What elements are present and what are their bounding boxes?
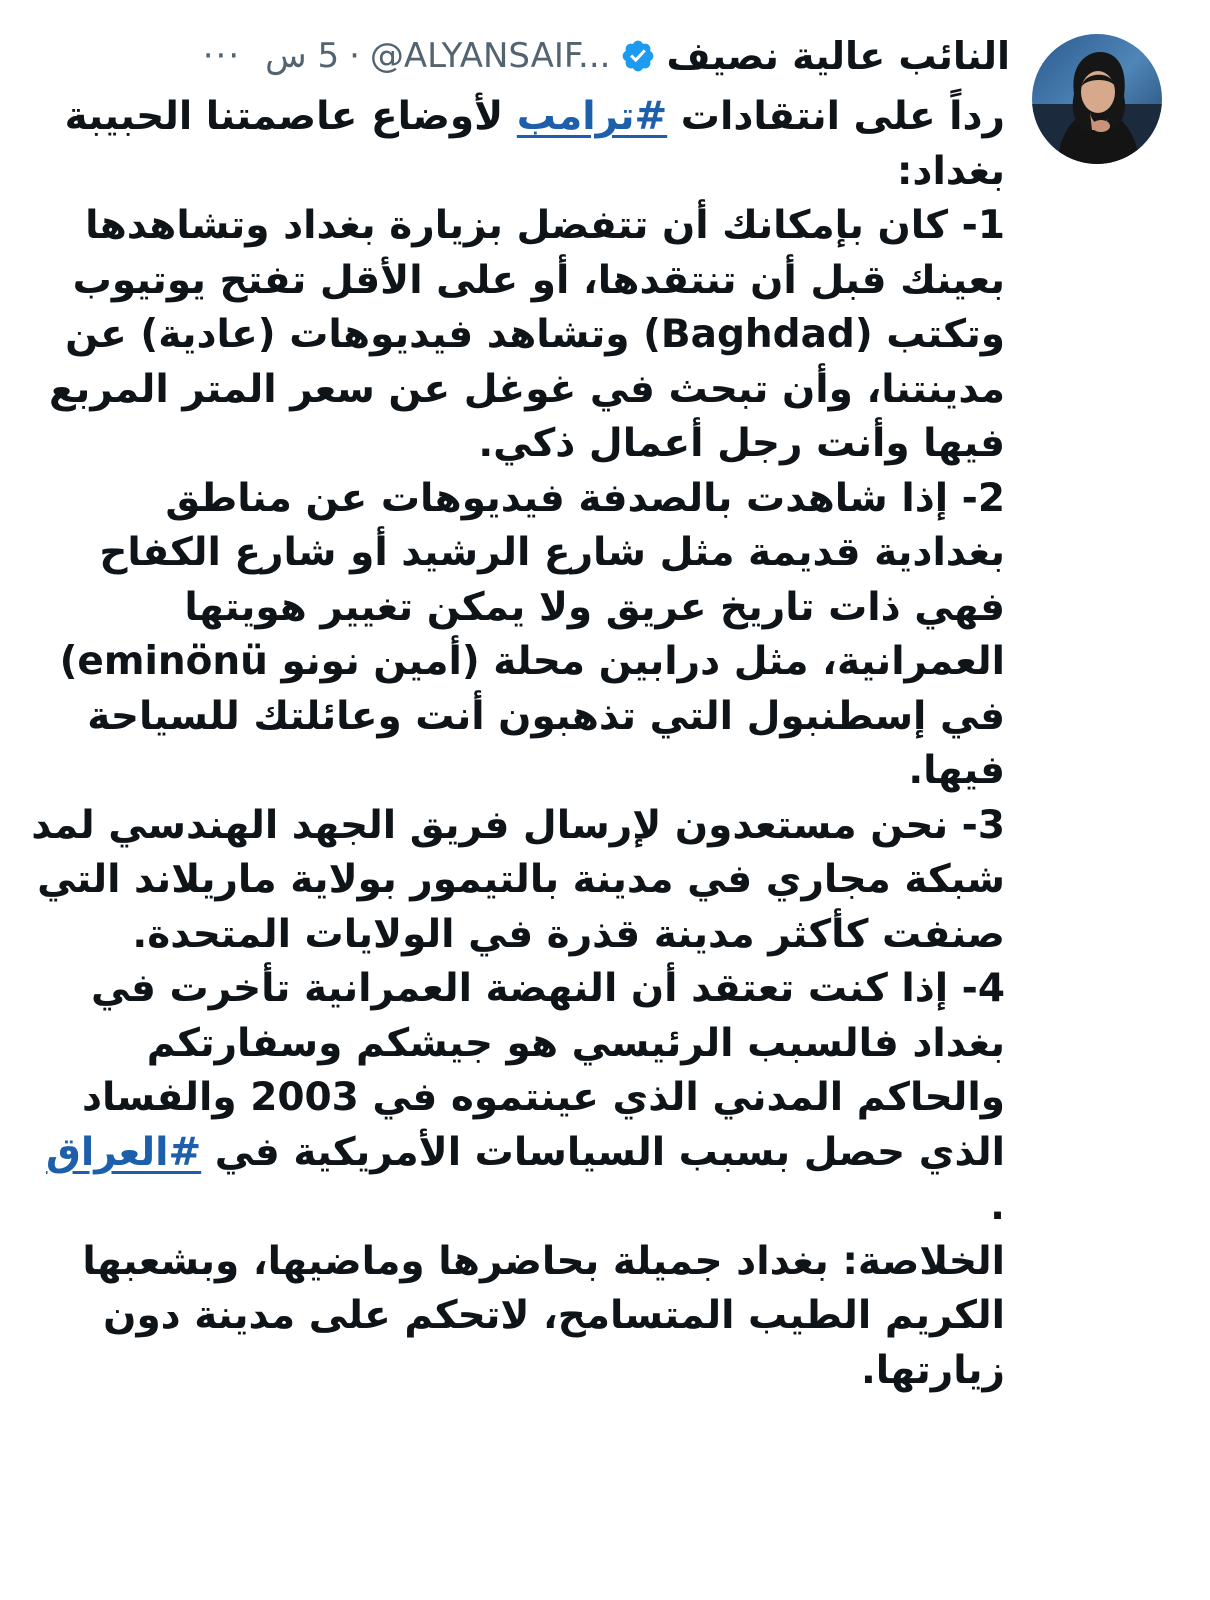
conclusion: الخلاصة: بغداد جميلة بحاضرها وماضيها، وبشعبها الكريم الطيب المتسامح، لاتحكم على مدينة دون زيارتها. bbox=[82, 1238, 1005, 1393]
point-4 bbox=[30, 962, 1005, 1235]
tweet-intro bbox=[30, 90, 1005, 199]
timestamp[interactable]: 5 س bbox=[265, 36, 340, 76]
point-4-end: . bbox=[990, 1184, 1005, 1229]
point-4-text: 4- إذا كنت تعتقد أن النهضة العمرانية تأخرت في بغداد فالسبب الرئيسي هو جيشكم وسفارتكم والحاكم المدني الذي عينتموه في 2003 والفساد الذي حصل بسبب السياسات الأمريكية في bbox=[81, 966, 1005, 1175]
tweet-text bbox=[30, 90, 1005, 1398]
display-name[interactable]: النائب عالية نصيف bbox=[666, 34, 1010, 78]
more-options-icon[interactable]: ··· bbox=[202, 36, 242, 76]
hashtag-iraq-link[interactable]: #العراق bbox=[46, 1129, 202, 1175]
verified-badge-icon bbox=[620, 38, 656, 74]
intro-text-continued: لأوضاع عاصمتنا الحبيبة بغداد: bbox=[64, 94, 1005, 194]
point-2: 2- إذا شاهدت بالصدفة فيديوهات عن مناطق بغدادية قديمة مثل شارع الرشيد أو شارع الكفاح فهي ذات تاريخ عريق ولا يمكن تغيير هويتها العمرانية، مثل درابين محلة (أمين نونو eminönü) في إسطنبول التي تذهبون أنت وعائلتك للسياحة فيها. bbox=[59, 475, 1005, 793]
avatar[interactable] bbox=[1032, 34, 1162, 164]
separator-dot: · bbox=[349, 36, 360, 76]
hashtag-trump-link[interactable]: #ترامب bbox=[516, 94, 668, 139]
intro-text: رداً على انتقادات bbox=[667, 94, 1005, 139]
user-handle[interactable]: @ALYANSAIF... bbox=[369, 36, 611, 76]
point-1: 1- كان بإمكانك أن تتفضل بزيارة بغداد وتشاهدها بعينك قبل أن تنتقدها، أو على الأقل تفتح يوتيوب وتكتب (Baghdad) وتشاهد فيديوهات (عادية) عن مدينتنا، وأن تبحث في غوغل عن سعر المتر المربع فيها وأنت رجل أعمال ذكي. bbox=[49, 203, 1005, 466]
profile-photo bbox=[1032, 34, 1162, 164]
tweet-header bbox=[20, 26, 1010, 86]
point-3: 3- نحن مستعدون لإرسال فريق الجهد الهندسي لمد شبكة مجاري في مدينة بالتيمور بولاية ماريلاند التي صنفت كأكثر مدينة قذرة في الولايات المتحدة. bbox=[31, 802, 1005, 957]
